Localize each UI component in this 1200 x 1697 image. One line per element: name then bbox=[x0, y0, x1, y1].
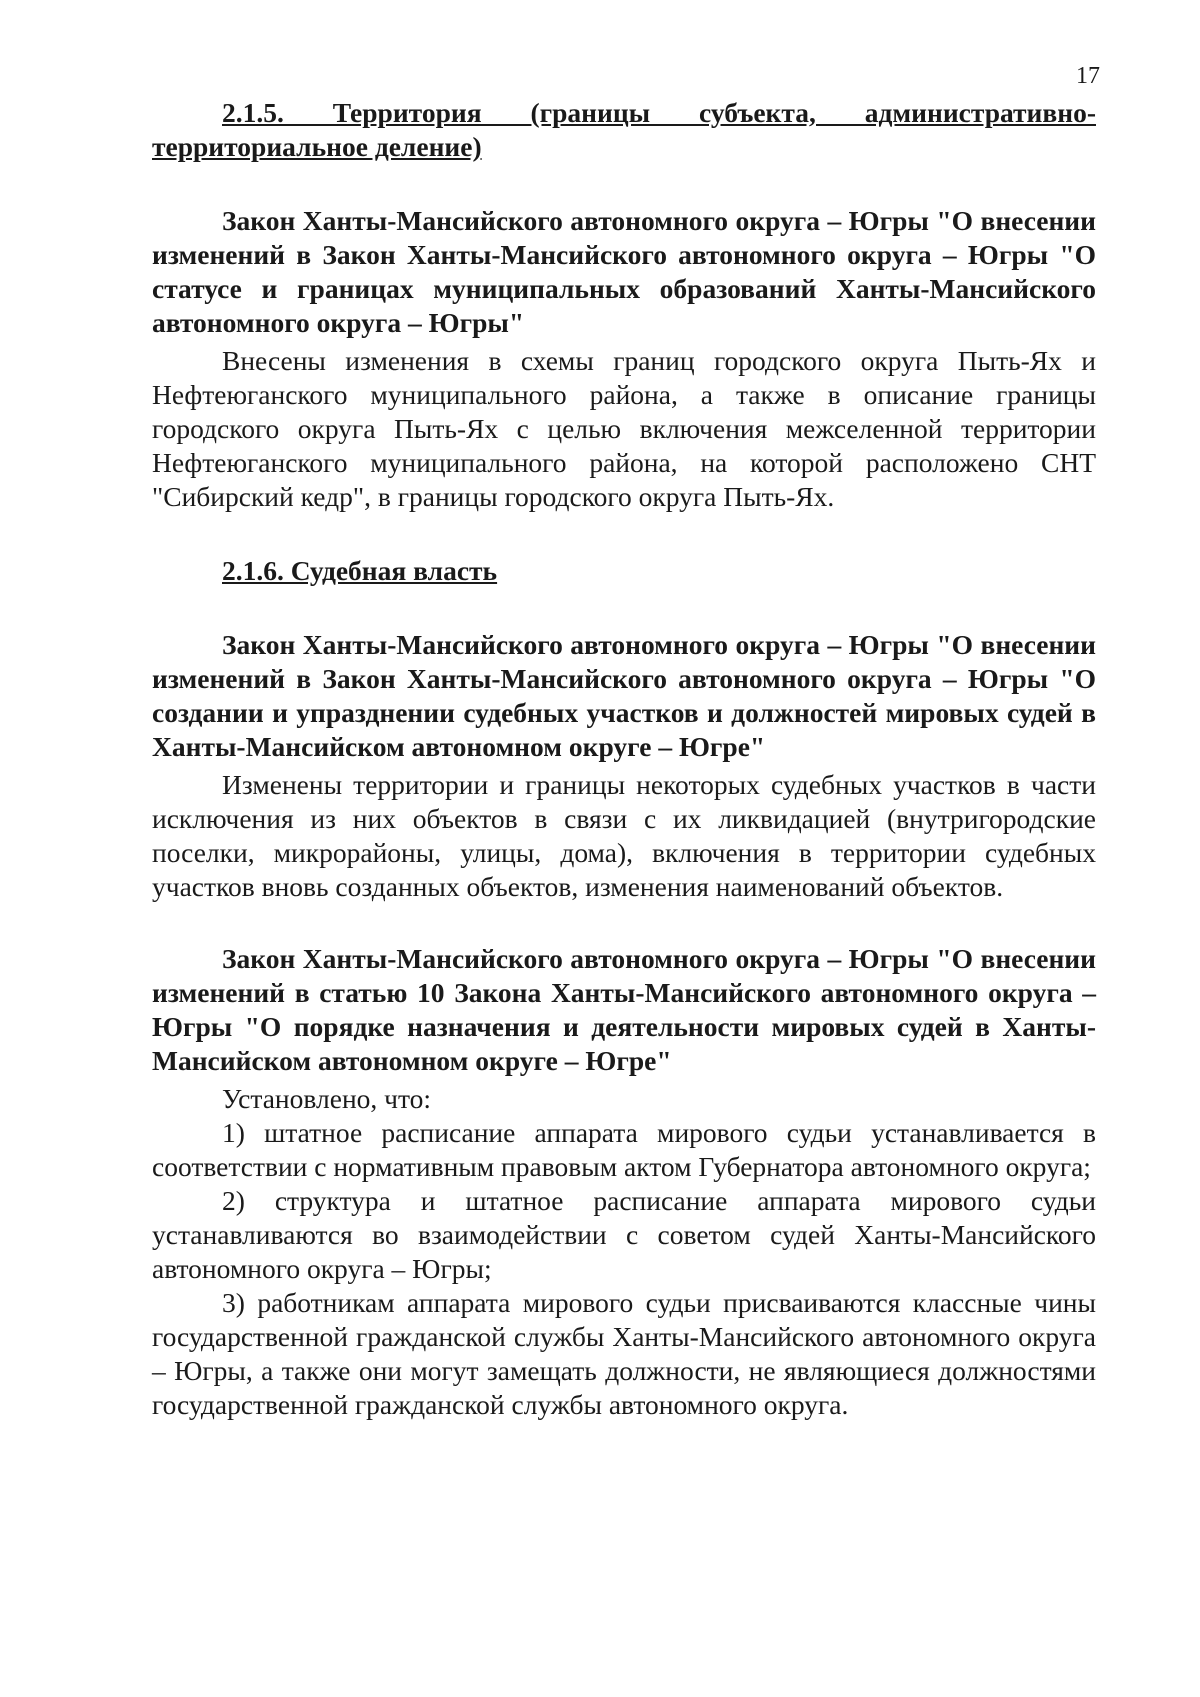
page-content bbox=[152, 96, 1096, 1422]
list-item: 1) штатное расписание аппарата мирового судьи устанавливается в соответствии с нормативным правовым актом Губернатора автономного округа; bbox=[152, 1117, 1096, 1182]
law-body-intro: Установлено, что: bbox=[222, 1083, 432, 1114]
law-title-magistrates: Закон Ханты-Мансийского автономного округа – Югры "О внесении изменений в статью 10 Закона Ханты-Мансийского автономного округа – Югры "О порядке назначения и деятельности мировых судей в Ханты-Мансийском автономном округе – Югре" bbox=[152, 943, 1096, 1076]
page-number: 17 bbox=[1076, 63, 1100, 89]
law-title-territory: Закон Ханты-Мансийского автономного округа – Югры "О внесении изменений в Закон Ханты-Мансийского автономного округа – Югры "О статусе и границах муниципальных образований Ханты-Мансийского автономного округа – Югры" bbox=[152, 205, 1096, 338]
law-title-court-districts: Закон Ханты-Мансийского автономного округа – Югры "О внесении изменений в Закон Ханты-Мансийского автономного округа – Югры "О создании и упразднении судебных участков и должностей мировых судей в Ханты-Мансийском автономном округе – Югре" bbox=[152, 629, 1096, 762]
law-body-territory: Внесены изменения в схемы границ городского округа Пыть-Ях и Нефтеюганского муниципального района, а также в описание границы городского округа Пыть-Ях с целью включения межселенной территории Нефтеюганского муниципального района, на которой расположено СНТ "Сибирский кедр", в границы городского округа Пыть-Ях. bbox=[152, 345, 1096, 512]
section-heading-2-1-5: 2.1.5. Территория (границы субъекта, административно-территориальное деление) bbox=[152, 97, 1096, 162]
list-item: 3) работникам аппарата мирового судьи присваиваются классные чины государственной гражданской службы Ханты-Мансийского автономного округа – Югры, а также они могут замещать должности, не являющиеся должностями государственной гражданской службы автономного округа. bbox=[152, 1287, 1096, 1420]
list-item: 2) структура и штатное расписание аппарата мирового судьи устанавливаются во взаимодействии с советом судей Ханты-Мансийского автономного округа – Югры; bbox=[152, 1185, 1096, 1284]
section-heading-2-1-6: 2.1.6. Судебная власть bbox=[222, 555, 498, 586]
law-body-court-districts: Изменены территории и границы некоторых судебных участков в части исключения из них объектов в связи с их ликвидацией (внутригородские поселки, микрорайоны, улицы, дома), включения в территории судебных участков вновь созданных объектов, изменения наименований объектов. bbox=[152, 769, 1096, 902]
